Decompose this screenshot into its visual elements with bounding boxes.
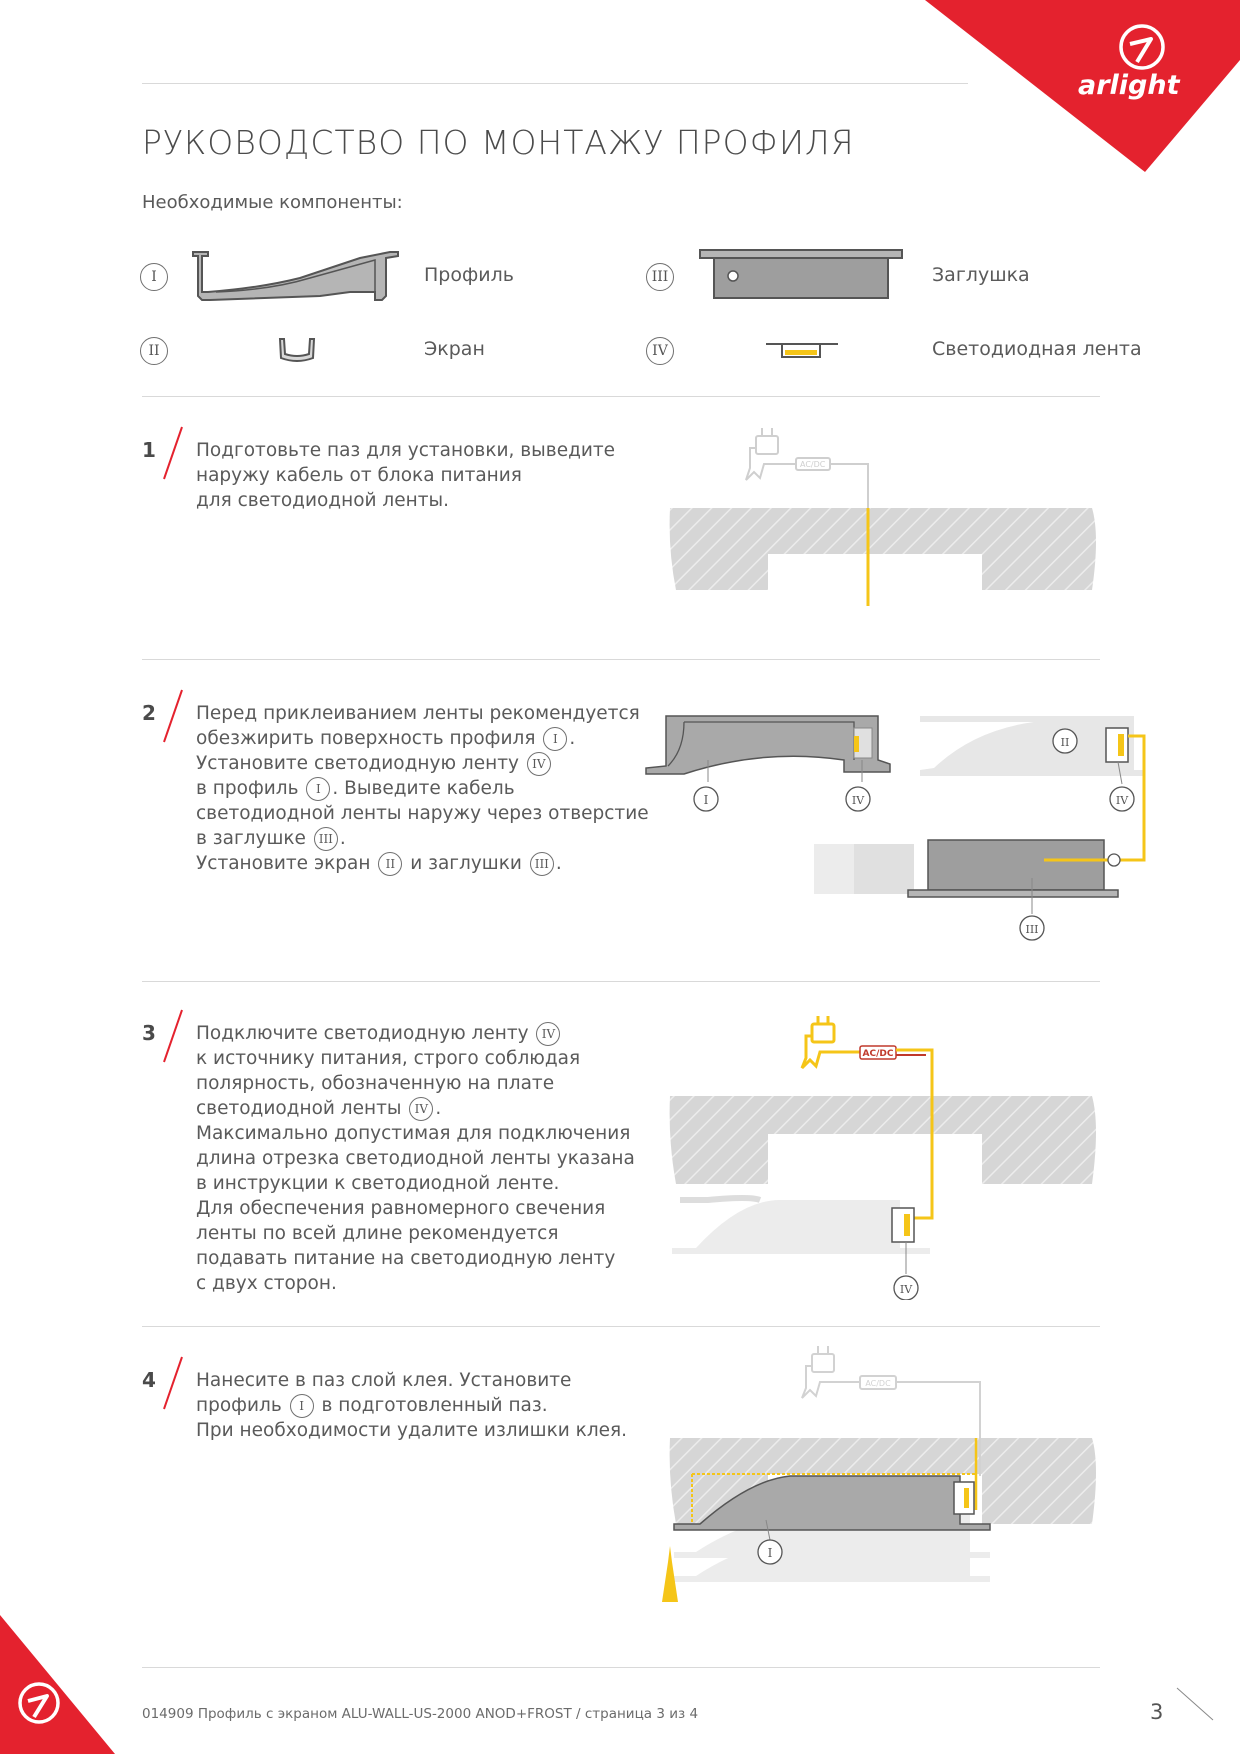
- component-label: Экран: [424, 338, 485, 360]
- step-3-text: Подключите светодиодную ленту IV к источнику питания, строго соблюдая полярность, обозначенную на плате светодиодной ленты IV . Максимально допустимая для подключения длина отрезка светодиодной ленты указана в инструкции к светодиодной ленте. Для обеспечения равномерного свечения ленты по всей длине рекомендуется подавать питание на светодиодную ленту с двух сторон.: [196, 1023, 635, 1294]
- svg-text:IV: IV: [851, 794, 865, 807]
- component-numeral: IV: [646, 337, 674, 365]
- component-label: Светодиодная лента: [932, 338, 1142, 360]
- page-number: 3: [1150, 1700, 1164, 1724]
- svg-text:IV: IV: [899, 1283, 913, 1296]
- profile-icon: [190, 248, 400, 304]
- page-corner-line: [1175, 1686, 1215, 1722]
- screen-diffuser-icon: [276, 336, 318, 364]
- section-divider: [142, 659, 1100, 660]
- component-numeral: II: [140, 337, 168, 365]
- step-2-text: Перед приклеиванием ленты рекомендуется обезжирить поверхность профиля I . Установите светодиодную ленту IV в профиль I . Выведите кабель светодиодной ленты наружу через отверстие в заглушке III . Установите экран II и заглушки III .: [196, 703, 649, 874]
- step-number: 1: [142, 438, 156, 462]
- step-number: 2: [142, 701, 156, 725]
- arlight-logo-icon: [1117, 22, 1167, 72]
- step-1-text: Подготовьте паз для установки, выведите наружу кабель от блока питания для светодиодной ленты.: [196, 440, 616, 511]
- component-numeral: I: [140, 263, 168, 291]
- footer-logo-icon: [16, 1680, 62, 1726]
- brand-name: arlight: [1078, 70, 1180, 101]
- component-label: Профиль: [424, 264, 514, 286]
- component-numeral: III: [646, 263, 674, 291]
- section-divider: [142, 396, 1100, 397]
- svg-text:I: I: [703, 793, 709, 807]
- page-title: РУКОВОДСТВО ПО МОНТАЖУ ПРОФИЛЯ: [142, 123, 855, 162]
- step-slash-icon: [160, 1355, 186, 1411]
- svg-text:III: III: [1025, 923, 1039, 936]
- step-4-diagram: [660, 1340, 1100, 1610]
- svg-text:I: I: [767, 1546, 773, 1560]
- acdc-label: AC/DC: [865, 1379, 891, 1388]
- step-number: 3: [142, 1021, 156, 1045]
- section-divider: [142, 1326, 1100, 1327]
- top-rule: [142, 83, 968, 84]
- step-slash-icon: [160, 1008, 186, 1064]
- svg-text:II: II: [1060, 736, 1070, 749]
- page-subtitle: Необходимые компоненты:: [142, 192, 403, 213]
- component-label: Заглушка: [932, 264, 1030, 286]
- footer-rule: [142, 1667, 1100, 1668]
- end-cap-icon: [698, 248, 904, 302]
- acdc-label: AC/DC: [862, 1049, 894, 1059]
- step-3-diagram: [660, 1010, 1100, 1300]
- step-1-diagram: [660, 420, 1100, 620]
- svg-text:IV: IV: [1115, 794, 1129, 807]
- step-slash-icon: [160, 425, 186, 481]
- acdc-label: AC/DC: [800, 460, 826, 469]
- step-slash-icon: [160, 688, 186, 744]
- step-number: 4: [142, 1368, 156, 1392]
- footer-text: 014909 Профиль с экраном ALU-WALL-US-2000 ANOD+FROST / страница 3 из 4: [142, 1706, 699, 1722]
- section-divider: [142, 981, 1100, 982]
- led-strip-icon: [764, 340, 840, 362]
- step-2-diagram: [644, 700, 1164, 950]
- step-4-text: Нанесите в паз слой клея. Установите профиль I в подготовленный паз. При необходимости удалите излишки клея.: [196, 1370, 628, 1441]
